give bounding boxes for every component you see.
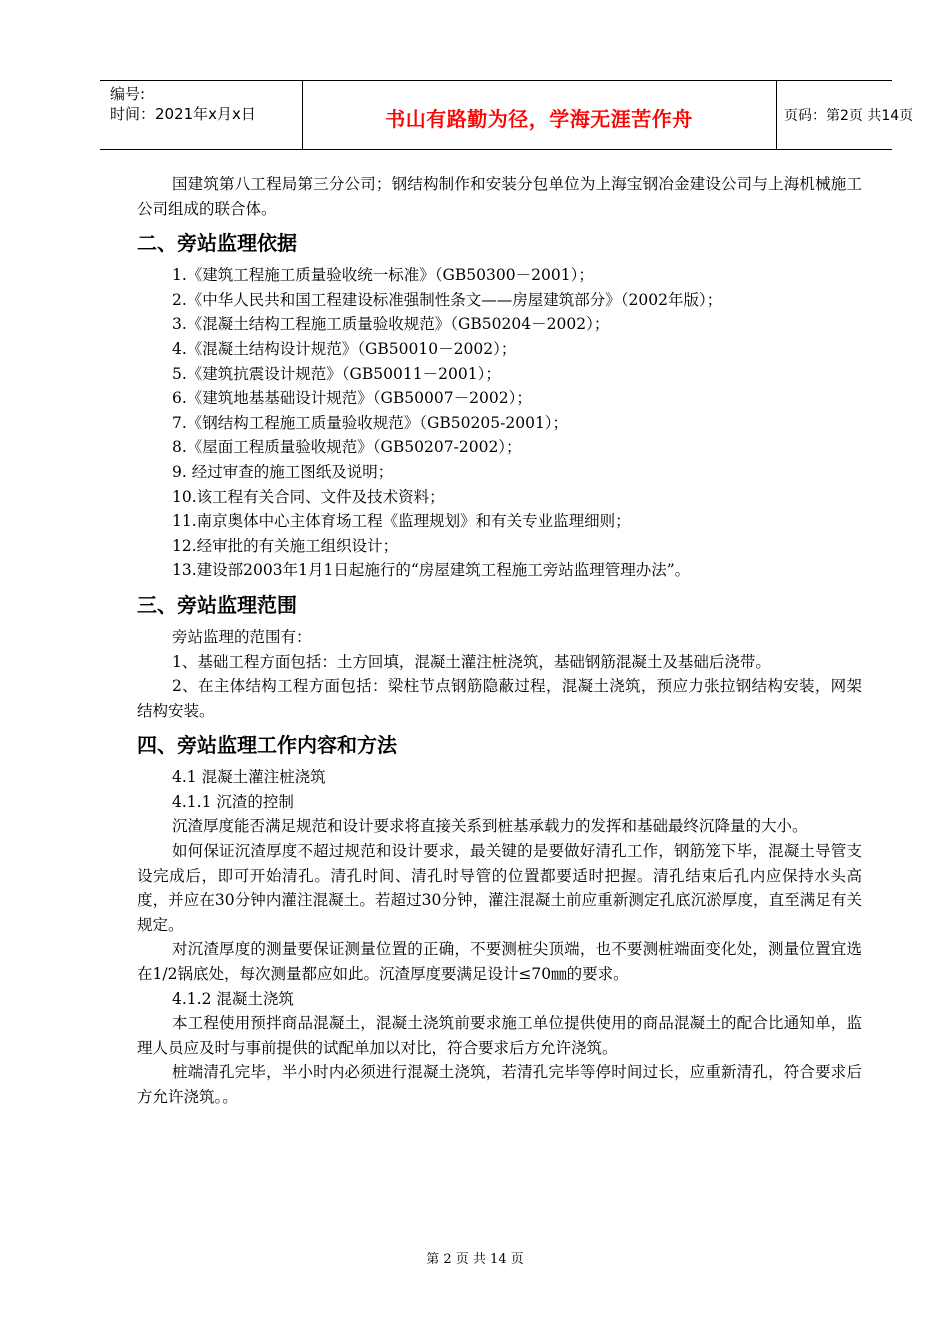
section-3-title: 三、旁站监理范围 xyxy=(137,592,297,617)
list-item: 10.该工程有关合同、文件及技术资料； xyxy=(172,487,445,506)
paragraph: 对沉渣厚度的测量要保证测量位置的正确，不要测桩尖顶端，也不要测桩端面变化处，测量位置宜选在1/2锅底处，每次测量都应如此。沉渣厚度要满足设计≤70㎜的要求。 xyxy=(137,940,862,984)
header-motto-cell xyxy=(302,81,777,149)
list-item: 13.建设部2003年1月1日起施行的“房屋建筑工程施工旁站监理管理办法”。 xyxy=(172,561,691,580)
header-page-cell xyxy=(776,81,914,149)
intro-paragraph: 国建筑第八工程局第三分公司；钢结构制作和安装分包单位为上海宝钢冶金建设公司与上海机械施工公司组成的联合体。 xyxy=(137,175,862,218)
section-2-title: 二、旁站监理依据 xyxy=(137,231,297,256)
paragraph: 如何保证沉渣厚度不超过规范和设计要求，最关键的是要做好清孔工作，钢筋笼下毕，混凝土导管支设完成后，即可开始清孔。清孔时间、清孔时导管的位置都要适时把握。清孔结束后孔内应保持水头高度，并应在30分钟内灌注混凝土。若超过30分钟，灌注混凝土前应重新测定孔底沉淤厚度，直至满足有关规定。 xyxy=(137,842,862,934)
section-4-body xyxy=(137,765,862,1109)
page-footer: 第 2 页 共 14 页 xyxy=(426,1252,524,1267)
paragraph: 2、在主体结构工程方面包括：梁柱节点钢筋隐蔽过程，混凝土浇筑，预应力张拉钢结构安装，网架结构安装。 xyxy=(137,677,862,720)
paragraph: 本工程使用预拌商品混凝土，混凝土浇筑前要求施工单位提供使用的商品混凝土的配合比通知单，监理人员应及时与事前提供的试配单加以对比，符合要求后方允许浇筑。 xyxy=(137,1014,862,1057)
subheading: 4.1.2 混凝土浇筑 xyxy=(172,989,294,1008)
basis-list xyxy=(172,263,862,583)
page-info: 页码：第2页 共14页 xyxy=(784,108,914,124)
paragraph: 旁站监理的范围有： xyxy=(172,627,312,646)
list-item: 6.《建筑地基基础设计规范》（GB50007－2002）； xyxy=(172,389,532,408)
list-item: 11.南京奥体中心主体育场工程《监理规划》和有关专业监理细则； xyxy=(172,512,631,531)
number-label: 编号: xyxy=(110,85,146,103)
list-item: 7.《钢结构工程施工质量验收规范》（GB50205-2001）； xyxy=(172,413,569,432)
time-label: 时间：2021年x月x日 xyxy=(110,105,256,123)
motto: 书山有路勤为径，学海无涯苦作舟 xyxy=(385,107,693,131)
page-header xyxy=(100,80,914,150)
list-item: 12.经审批的有关施工组织设计； xyxy=(172,536,399,555)
list-item: 1.《建筑工程施工质量验收统一标准》（GB50300－2001）； xyxy=(172,266,594,285)
list-item: 8.《屋面工程质量验收规范》（GB50207-2002）； xyxy=(172,438,522,457)
list-item: 9. 经过审查的施工图纸及说明； xyxy=(172,462,394,481)
document-body xyxy=(137,172,862,1110)
subheading: 4.1 混凝土灌注桩浇筑 xyxy=(172,768,326,787)
paragraph: 1、基础工程方面包括：土方回填，混凝土灌注桩浇筑，基础钢筋混凝土及基础后浇带。 xyxy=(172,652,771,671)
paragraph: 沉渣厚度能否满足规范和设计要求将直接关系到桩基承载力的发挥和基础最终沉降量的大小。 xyxy=(172,817,808,836)
list-item: 4.《混凝土结构设计规范》（GB50010－2002）； xyxy=(172,339,517,358)
header-meta xyxy=(100,81,303,149)
subheading: 4.1.1 沉渣的控制 xyxy=(172,792,294,811)
list-item: 3.《混凝土结构工程施工质量验收规范》（GB50204－2002）； xyxy=(172,315,610,334)
list-item: 2.《中华人民共和国工程建设标准强制性条文——房屋建筑部分》（2002年版）； xyxy=(172,290,723,309)
list-item: 5.《建筑抗震设计规范》（GB50011－2001）； xyxy=(172,364,501,383)
paragraph: 桩端清孔完毕，半小时内必须进行混凝土浇筑，若清孔完毕等停时间过长，应重新清孔，符合要求后方允许浇筑。。 xyxy=(137,1063,862,1106)
section-4-title: 四、旁站监理工作内容和方法 xyxy=(137,733,397,758)
